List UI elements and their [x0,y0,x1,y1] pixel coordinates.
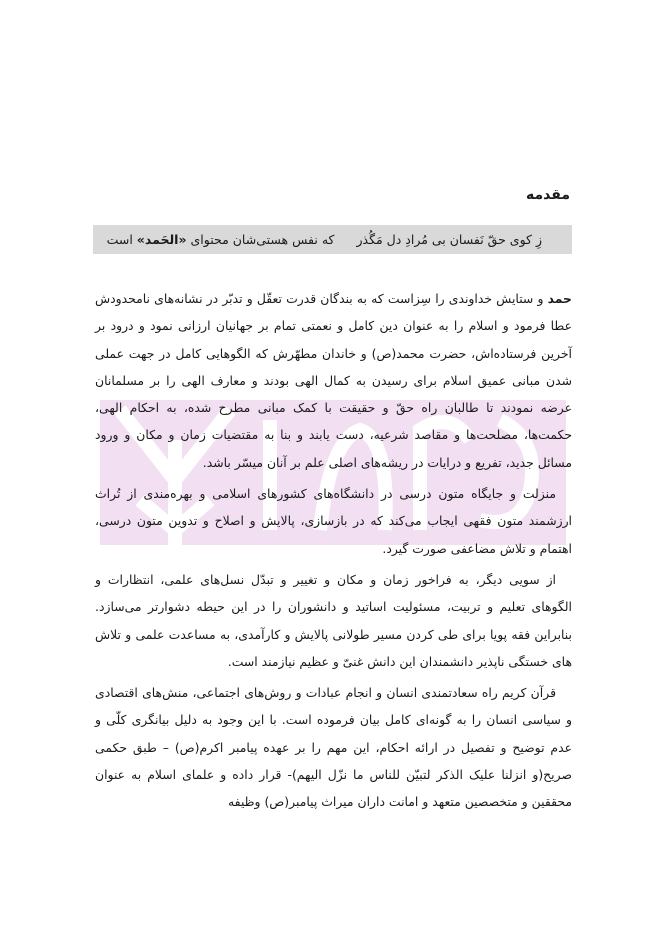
verse-part-1: زِ کوی حقّ نَفسان بی مُرادِ دل مَگُذر [356,232,542,247]
verse-bold-word: «الحَمد» [136,232,187,247]
verse-part-2: که نفس هستی‌شان محتوای «الحَمد» است [106,232,335,247]
paragraph: منزلت و جایگاه متون درسی در دانشگاه‌های کشورهای اسلامی و بهره‌مندی از تُراث ارزشمند متون فقهی ایجاب می‌کند که در بازسازی، پالایش و اصلاح و تدوین متون درسی، اهتمام و تلاش مضاعفی صورت گیرد. [95,486,572,556]
page-heading: مقدمه [526,187,570,203]
paragraph: از سویی دیگر، به فراخور زمان و مکان و تغییر و تبدّل نسل‌های علمی، انتظارات و الگوهای تعلیم و تربیت، مسئولیت اساتید و دانشوران را در این حیطه دشوارتر می‌سازد. بنابراین فقه پویا برای طی کردن مسیر طولانی پالایش و کارآمدی، به مساعدت علمی و تلاش های خستگی ناپذیر دانشمندان این دانش غنیّ و عظیم نیازمند است. [95,571,572,669]
verse-box [93,225,572,254]
body-text [95,285,572,820]
paragraph: قرآن کریم راه سعادتمندی انسان و انجام عبادات و روش‌های اجتماعی، منش‌های اقتصادی و سیاسی انسان را به گونه‌ای کامل بیان فرموده است. با این وجود به دلیل بیانگری کلّی و عدم توضیح و تفصیل در ارائه احکام، این مهم را بر عهده پیامبر اکرم(ص) – طبق حکمی صریح(و انزلنا علیک الذکر لتبیّن للناس ما نزّل الیهم)- قرار داده و علمای اسلام به عنوان محققین و متخصصین متعهد و امانت داران میراث پیامبر(ص) وظیفه [95,685,572,810]
paragraph: حمد و ستایش خداوندی را سِزاست که به بندگان قدرت تعقّل و تدبّر در نشانه‌های نامحدودش عطا فرمود و اسلام را به عنوان دین کامل و نعمتی تمام بر جهانیان ارزانی نمود و درود بر آخرین فرستاده‌اش، حضرت محمد(ص) و خاندان مطهّرش که الگوهایی کامل در جهت عملی شدن مبانی عمیق اسلام برای رسیدن به کمال الهی بودند و معارف الهی را بر مسلمانان عرضه نمودند تا طالبان راه حقّ و حقیقت با کمک مبانی مطرح شده، به احکام الهی، حکمت‌ها، مصلحت‌ها و مقاصد شرعیه، دست یابند و بنا به مقتضیات زمان و مکان و ورود مسائل جدید، تفریع و درایات در ریشه‌های اصلی علم بر آنان میسّر باشد. [95,291,572,470]
lead-word: حمد [547,291,572,306]
